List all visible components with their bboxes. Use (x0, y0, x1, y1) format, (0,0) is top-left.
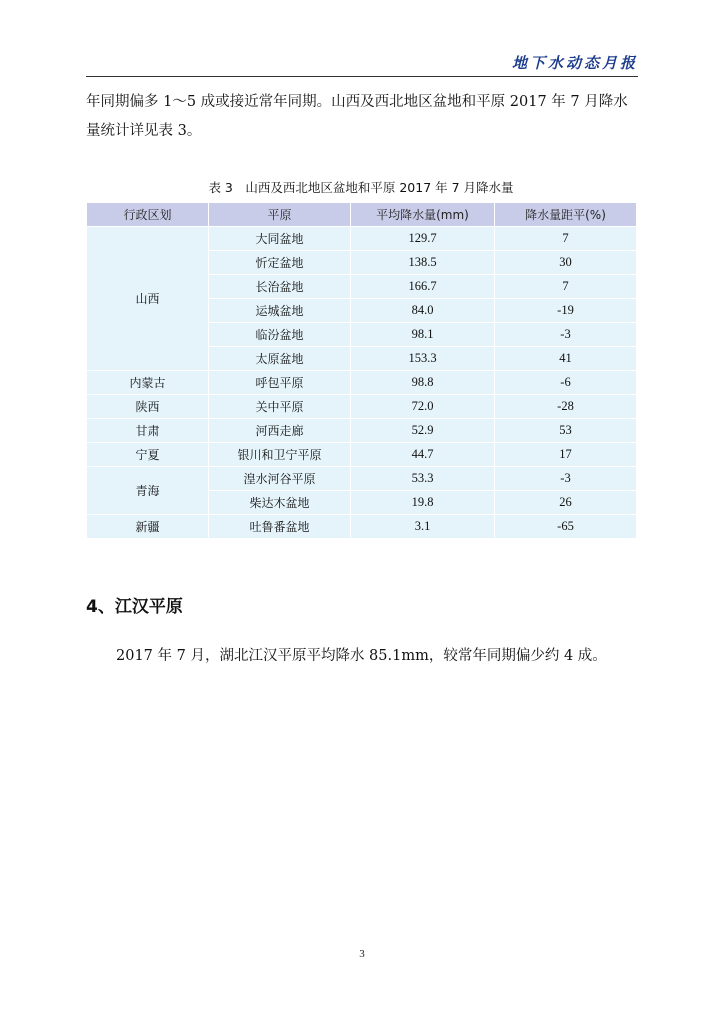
intro-paragraph: 年同期偏多 1～5 成或接近常年同期。山西及西北地区盆地和平原 2017 年 7 月降水量统计详见表 3。 (86, 94, 628, 139)
anomaly-cell: -19 (495, 299, 637, 323)
table-row (87, 515, 637, 539)
plain-cell: 柴达木盆地 (209, 491, 351, 515)
anomaly-cell: 26 (495, 491, 637, 515)
plain-cell: 太原盆地 (209, 347, 351, 371)
anomaly-cell: 7 (495, 275, 637, 299)
precip-cell: 153.3 (351, 347, 495, 371)
table-row (87, 371, 637, 395)
column-header-anomaly: 降水量距平(%) (495, 203, 637, 227)
table-caption: 表 3 山西及西北地区盆地和平原 2017 年 7 月降水量 (208, 180, 514, 195)
region-cell: 宁夏 (87, 443, 209, 467)
table-row (87, 443, 637, 467)
anomaly-cell: 7 (495, 227, 637, 251)
anomaly-cell: -6 (495, 371, 637, 395)
region-cell: 青海 (87, 467, 209, 515)
plain-cell: 关中平原 (209, 395, 351, 419)
plain-cell: 大同盆地 (209, 227, 351, 251)
plain-cell: 河西走廊 (209, 419, 351, 443)
plain-cell: 湟水河谷平原 (209, 467, 351, 491)
precipitation-table (86, 202, 637, 539)
table-row (87, 419, 637, 443)
precip-cell: 53.3 (351, 467, 495, 491)
plain-cell: 运城盆地 (209, 299, 351, 323)
region-cell: 新疆 (87, 515, 209, 539)
column-header-precip: 平均降水量(mm) (351, 203, 495, 227)
precip-cell: 44.7 (351, 443, 495, 467)
plain-cell: 银川和卫宁平原 (209, 443, 351, 467)
precip-cell: 166.7 (351, 275, 495, 299)
column-header-plain: 平原 (209, 203, 351, 227)
anomaly-cell: 53 (495, 419, 637, 443)
precip-cell: 3.1 (351, 515, 495, 539)
anomaly-cell: -65 (495, 515, 637, 539)
plain-cell: 呼包平原 (209, 371, 351, 395)
section-heading: 4、江汉平原 (86, 597, 183, 617)
region-cell: 甘肃 (87, 419, 209, 443)
report-header-title: 地下水动态月报 (511, 54, 638, 72)
precip-cell: 138.5 (351, 251, 495, 275)
precip-cell: 19.8 (351, 491, 495, 515)
table-body (87, 227, 637, 539)
plain-cell: 长治盆地 (209, 275, 351, 299)
region-cell: 陕西 (87, 395, 209, 419)
precip-cell: 98.1 (351, 323, 495, 347)
precip-cell: 129.7 (351, 227, 495, 251)
section-paragraph: 2017 年 7 月，湖北江汉平原平均降水 85.1mm，较常年同期偏少约 4 成。 (116, 648, 607, 664)
anomaly-cell: 17 (495, 443, 637, 467)
region-cell: 山西 (87, 227, 209, 371)
anomaly-cell: -3 (495, 467, 637, 491)
table-row (87, 395, 637, 419)
column-header-region: 行政区划 (87, 203, 209, 227)
precip-cell: 72.0 (351, 395, 495, 419)
plain-cell: 忻定盆地 (209, 251, 351, 275)
precip-cell: 98.8 (351, 371, 495, 395)
plain-cell: 临汾盆地 (209, 323, 351, 347)
plain-cell: 吐鲁番盆地 (209, 515, 351, 539)
anomaly-cell: -28 (495, 395, 637, 419)
anomaly-cell: 30 (495, 251, 637, 275)
anomaly-cell: -3 (495, 323, 637, 347)
anomaly-cell: 41 (495, 347, 637, 371)
table-header-row (87, 203, 637, 227)
table-row (87, 467, 637, 491)
table-row (87, 227, 637, 251)
precip-cell: 84.0 (351, 299, 495, 323)
precip-cell: 52.9 (351, 419, 495, 443)
header-divider (86, 76, 638, 77)
region-cell: 内蒙古 (87, 371, 209, 395)
page-number: 3 (359, 948, 365, 960)
